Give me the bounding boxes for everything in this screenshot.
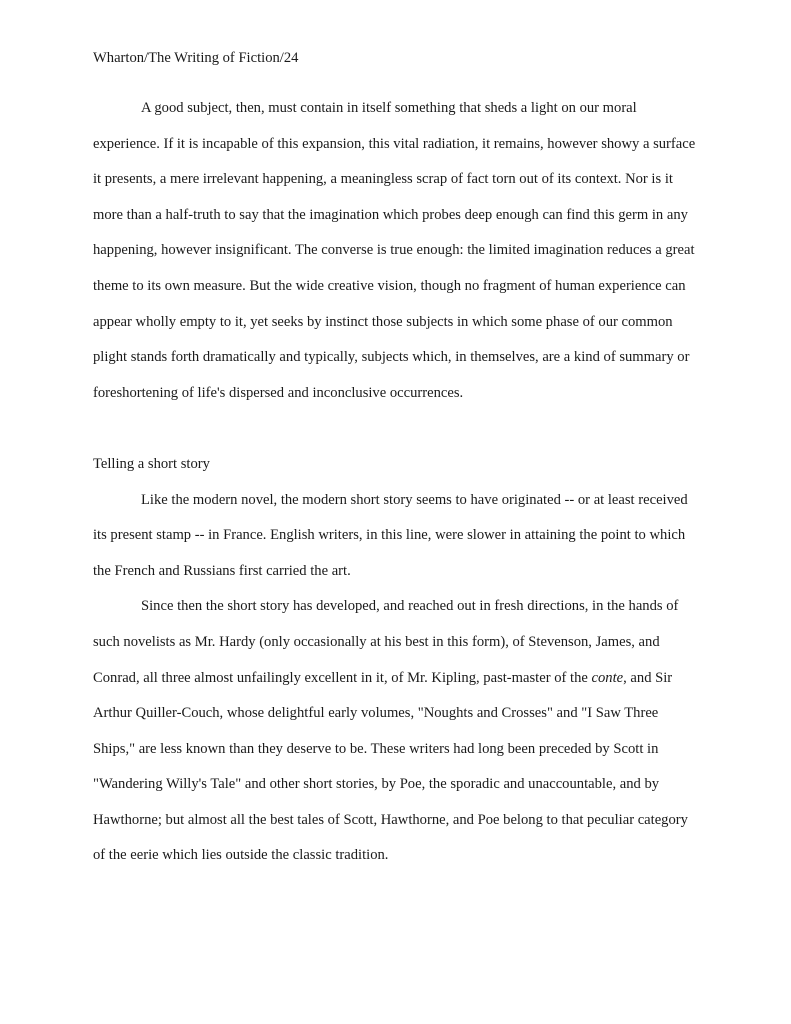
document-body xyxy=(93,91,703,874)
paragraph-since-then-text-2: , and Sir Arthur Quiller-Couch, whose delightful early volumes, "Noughts and Crosses" and "I Saw Three Ships," are less known than they deserve to be. These writers had long been preceded by Scott in "Wandering Willy's Tale" and other short stories, by Poe, the sporadic and unaccountable, and by Hawthorne; but almost all the best tales of Scott, Hawthorne, and Poe belong to that peculiar category of the eerie which lies outside the classic tradition. xyxy=(93,669,688,864)
running-head: Wharton/The Writing of Fiction/24 xyxy=(93,50,299,66)
paragraph-since-then xyxy=(93,589,703,874)
paragraph-since-then-text-1: Since then the short story has developed, and reached out in fresh directions, in the hands of such novelists as Mr. Hardy (only occasionally at his best in this form), of Stevenson, James, and Conrad, all three almost unfailingly excellent in it, of Mr. Kipling, past-master of the xyxy=(93,598,679,686)
paragraph-modern-short-story: Like the modern novel, the modern short story seems to have originated -- or at least received its present stamp -- in France. English writers, in this line, were slower in attaining the point to which the French and Russians first carried the art. xyxy=(93,491,688,579)
paragraph-good-subject: A good subject, then, must contain in itself something that sheds a light on our moral experience. If it is incapable of this expansion, this vital radiation, it remains, however showy a surface it presents, a mere irrelevant happening, a meaningless scrap of fact torn out of its context. Nor is it more than a half-truth to say that the imagination which probes deep enough can find this germ in any happening, however insignificant. The converse is true enough: the limited imagination reduces a great theme to its own measure. But the wide creative vision, though no fragment of human experience can appear wholly empty to it, yet seeks by instinct those subjects in which some phase of our common plight stands forth dramatically and typically, subjects which, in themselves, are a kind of summary or foreshortening of life's dispersed and inconclusive occurrences. xyxy=(93,100,696,401)
italic-term-conte: conte xyxy=(591,669,624,686)
section-heading-telling-short-story: Telling a short story xyxy=(93,455,210,472)
